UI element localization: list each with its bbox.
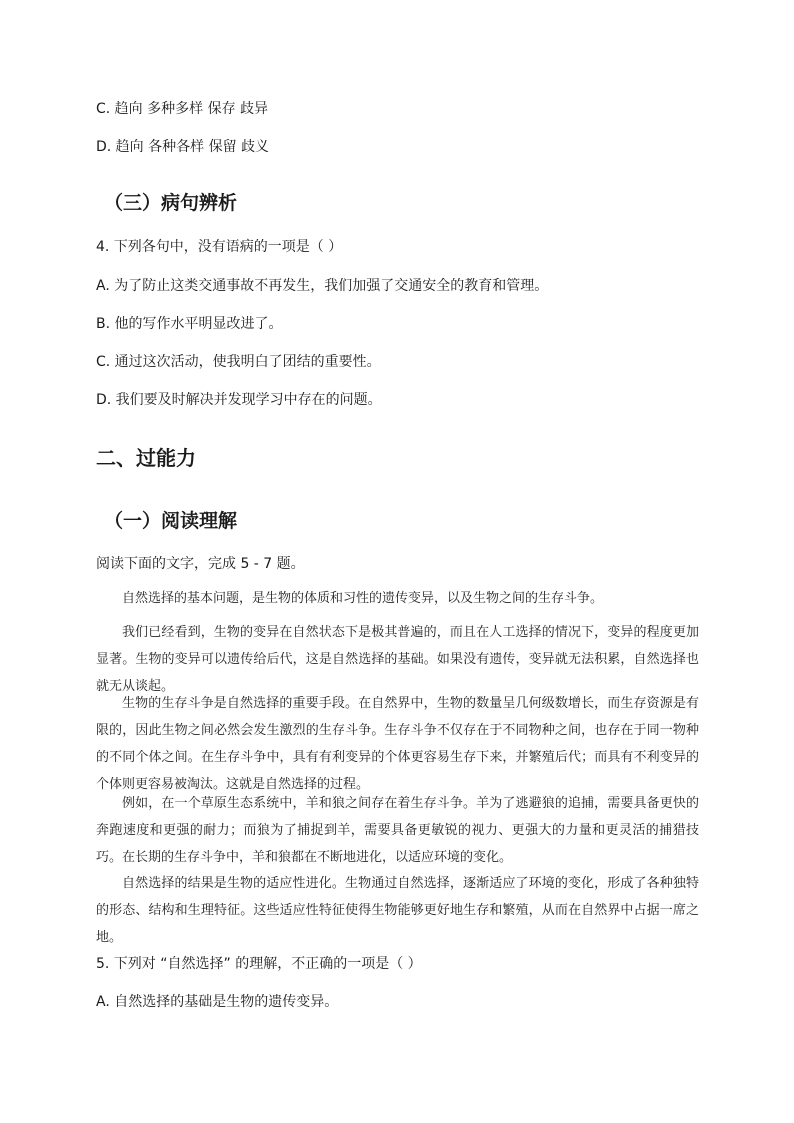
question-4-option-b: B. 他的写作水平明显改进了。 xyxy=(96,316,283,332)
option-d-q3: D. 趋向 各种各样 保留 歧义 xyxy=(96,139,270,155)
section-heading-sentence-errors: （三）病句辨析 xyxy=(104,192,238,214)
passage-paragraph: 生物的生存斗争是自然选择的重要手段。在自然界中，生物的数量呈几何级数增长，而生存资源是有限的，因此生物之间必然会发生激烈的生存斗争。生存斗争不仅存在于不同物种之间，也存在于同一物种的不同个体之间。在生存斗争中，具有有利变异的个体更容易生存下来，并繁殖后代；而具有不利变异的个体则更容易被淘汰。这就是自然选择的过程。 xyxy=(96,696,699,792)
passage-paragraph: 自然选择的基本问题，是生物的体质和习性的遗传变异，以及生物之间的生存斗争。 xyxy=(122,591,604,606)
question-4-option-d: D. 我们要及时解决并发现学习中存在的问题。 xyxy=(96,392,382,408)
question-4-option-a: A. 为了防止这类交通事故不再发生，我们加强了交通安全的教育和管理。 xyxy=(96,278,549,294)
question-4-option-c: C. 通过这次活动，使我明白了团结的重要性。 xyxy=(96,354,381,370)
question-4-stem: 4. 下列各句中，没有语病的一项是（ ） xyxy=(96,239,343,255)
part-heading-ability: 二、过能力 xyxy=(96,446,196,470)
section-heading-reading: （一）阅读理解 xyxy=(104,510,238,532)
reading-instruction: 阅读下面的文字，完成 5 - 7 题。 xyxy=(96,556,305,572)
passage-paragraph: 例如，在一个草原生态系统中，羊和狼之间存在着生存斗争。羊为了逃避狼的追捕，需要具备更快的奔跑速度和更强的耐力；而狼为了捕捉到羊，需要具备更敏锐的视力、更强大的力量和更灵活的捕猎技巧。在长期的生存斗争中，羊和狼都在不断地进化，以适应环境的变化。 xyxy=(96,796,699,865)
question-5-option-a: A. 自然选择的基础是生物的遗传变异。 xyxy=(96,994,339,1010)
passage-paragraph: 我们已经看到，生物的变异在自然状态下是极其普遍的，而且在人工选择的情况下，变异的程度更加显著。生物的变异可以遗传给后代，这是自然选择的基础。如果没有遗传，变异就无法积累，自然选择也就无从谈起。 xyxy=(96,625,699,694)
question-5-stem: 5. 下列对 “自然选择” 的理解，不正确的一项是（ ） xyxy=(96,956,422,972)
option-c-q3: C. 趋向 多种多样 保存 歧异 xyxy=(96,101,269,117)
passage-paragraph: 自然选择的结果是生物的适应性进化。生物通过自然选择，逐渐适应了环境的变化，形成了各种独特的形态、结构和生理特征。这些适应性特征使得生物能够更好地生存和繁殖，从而在自然界中占据一席之地。 xyxy=(96,876,699,945)
